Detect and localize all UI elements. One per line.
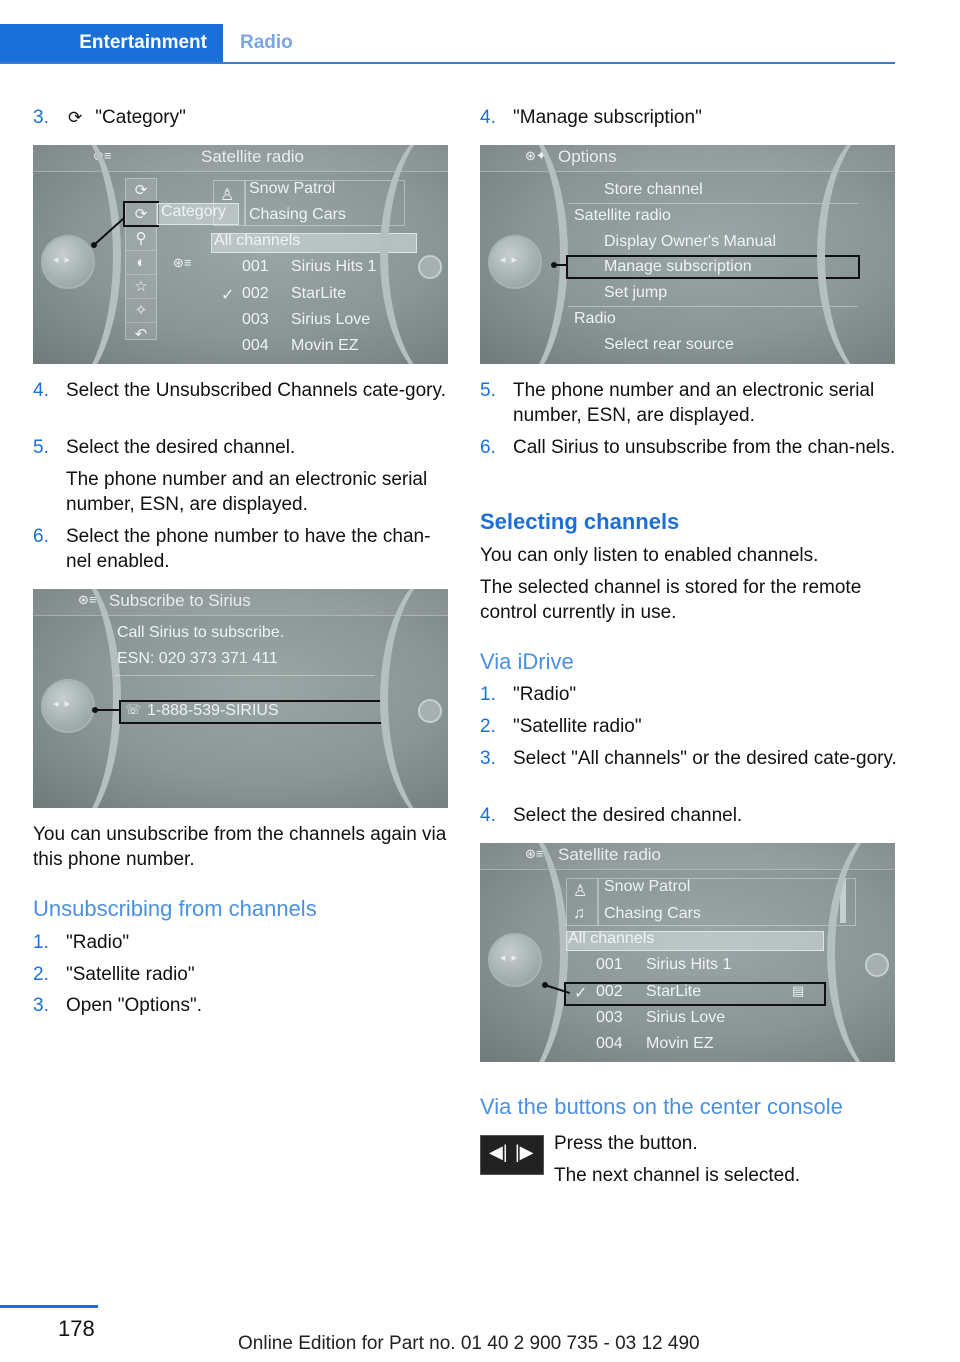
skip-forward-icon: |▶	[515, 1142, 534, 1162]
music-note-icon: ♫	[573, 905, 585, 922]
genre-icon[interactable]: ◐	[126, 251, 156, 275]
screen-title: Subscribe to Sirius	[109, 591, 251, 610]
artist-icon: ♙	[220, 187, 235, 204]
check-icon: ✓	[574, 985, 588, 1002]
skip-back-icon: ◀|	[489, 1142, 508, 1162]
channel-num: 003	[596, 1009, 623, 1026]
category-tooltip: Category	[161, 203, 226, 220]
option-owners-manual[interactable]: Display Owner's Manual	[604, 233, 777, 250]
step-3-text: "Category"	[95, 107, 186, 128]
heading-selecting-channels: Selecting channels	[480, 509, 680, 534]
heading-via-idrive: Via iDrive	[480, 649, 574, 674]
option-store-channel[interactable]: Store channel	[604, 181, 703, 198]
return-icon[interactable]: ↶	[134, 326, 148, 343]
heading-center-console: Via the buttons on the center console	[480, 1094, 843, 1119]
press-button-text: Press the button.	[554, 1133, 698, 1154]
now-playing-artist: Snow Patrol	[604, 878, 691, 895]
artist-icon: ♙	[573, 883, 588, 900]
option-button-icon	[418, 699, 442, 723]
check-icon: ✓	[221, 287, 235, 304]
tab-radio[interactable]: Radio	[240, 32, 293, 53]
option-set-jump[interactable]: Set jump	[604, 284, 668, 301]
all-channels-item[interactable]: All channels	[568, 930, 655, 947]
screen-title: Satellite radio	[201, 147, 305, 166]
antenna-icon: ⊛≡	[525, 846, 544, 861]
all-channels-item[interactable]: All channels	[214, 232, 301, 249]
phone-icon: ☏	[125, 702, 142, 717]
esn-line: ESN: 020 373 371 411	[117, 650, 278, 667]
antenna-icon: ⊛≡	[173, 255, 192, 270]
channel-num: 001	[596, 956, 623, 973]
tab-entertainment[interactable]: Entertainment	[0, 24, 223, 62]
screen-title: Satellite radio	[558, 845, 662, 864]
controller-knob-icon: ◂▸	[41, 235, 95, 289]
channel-name[interactable]: Sirius Love	[646, 1009, 726, 1026]
screen-options	[480, 145, 895, 364]
channel-name[interactable]: Movin EZ	[646, 1035, 714, 1052]
channel-name[interactable]: Sirius Love	[291, 311, 371, 328]
controller-knob-icon: ◂▸	[41, 679, 95, 733]
antenna-icon: ⊛✦	[525, 148, 547, 163]
option-section-radio: Radio	[574, 310, 616, 327]
now-playing-title: Chasing Cars	[249, 206, 346, 223]
antenna-icon: ⊛≡	[93, 148, 112, 163]
star-plus-icon[interactable]: ✧	[126, 299, 156, 323]
channel-name[interactable]: Sirius Hits 1	[646, 956, 732, 973]
para-enabled: You can only listen to enabled channels.	[480, 545, 819, 566]
refresh-icon[interactable]: ⟳	[126, 179, 156, 203]
antenna-icon: ⊛≡	[78, 592, 97, 607]
page-number: 178	[58, 1316, 95, 1341]
channel-num: 001	[242, 258, 269, 275]
now-playing-artist: Snow Patrol	[249, 180, 336, 197]
heading-unsubscribing: Unsubscribing from channels	[33, 896, 317, 921]
star-icon[interactable]: ☆	[126, 275, 156, 299]
category-icon[interactable]: ⟳	[126, 203, 156, 227]
controller-knob-icon: ◂▸	[488, 933, 542, 987]
screen-satellite-category	[33, 145, 448, 364]
category-icon: ⟳	[68, 108, 83, 127]
channel-num: 002	[242, 285, 269, 302]
channel-name[interactable]: StarLite	[646, 983, 702, 1000]
next-channel-text: The next channel is selected.	[554, 1165, 801, 1186]
channel-num: 004	[596, 1035, 623, 1052]
screen-subscribe	[33, 589, 448, 808]
screen-title: Options	[558, 147, 617, 166]
option-manage-subscription[interactable]: Manage subscription	[604, 258, 752, 275]
channel-num: 003	[242, 311, 269, 328]
header-tabbar	[0, 24, 895, 64]
search-icon[interactable]: ⚲	[126, 227, 156, 251]
option-button-icon	[418, 255, 442, 279]
footer-rule	[0, 1305, 98, 1308]
option-section-satellite: Satellite radio	[574, 207, 671, 224]
channel-num: 002	[596, 983, 623, 1000]
option-button-icon	[865, 953, 889, 977]
channel-name[interactable]: Sirius Hits 1	[291, 258, 377, 275]
channel-name[interactable]: StarLite	[291, 285, 347, 302]
subscribe-line: Call Sirius to subscribe.	[117, 624, 285, 641]
para-stored: The selected channel is stored for the remote control currently in use.	[480, 577, 862, 623]
channel-num: 004	[242, 337, 269, 354]
skip-buttons-image	[480, 1135, 544, 1175]
edition-line: Online Edition for Part no. 01 40 2 900 735 - 03 12 490	[238, 1333, 700, 1354]
channel-name[interactable]: Movin EZ	[291, 337, 359, 354]
store-channel-icon: ▤	[792, 983, 805, 998]
phone-number-item[interactable]: 1-888-539-SIRIUS	[147, 702, 279, 719]
now-playing-title: Chasing Cars	[604, 905, 701, 922]
option-rear-source[interactable]: Select rear source	[604, 336, 734, 353]
screen-satellite-channels	[480, 843, 895, 1062]
unsubscribe-note: You can unsubscribe from the channels again via this phone number.	[33, 824, 447, 870]
controller-knob-icon: ◂▸	[488, 235, 542, 289]
